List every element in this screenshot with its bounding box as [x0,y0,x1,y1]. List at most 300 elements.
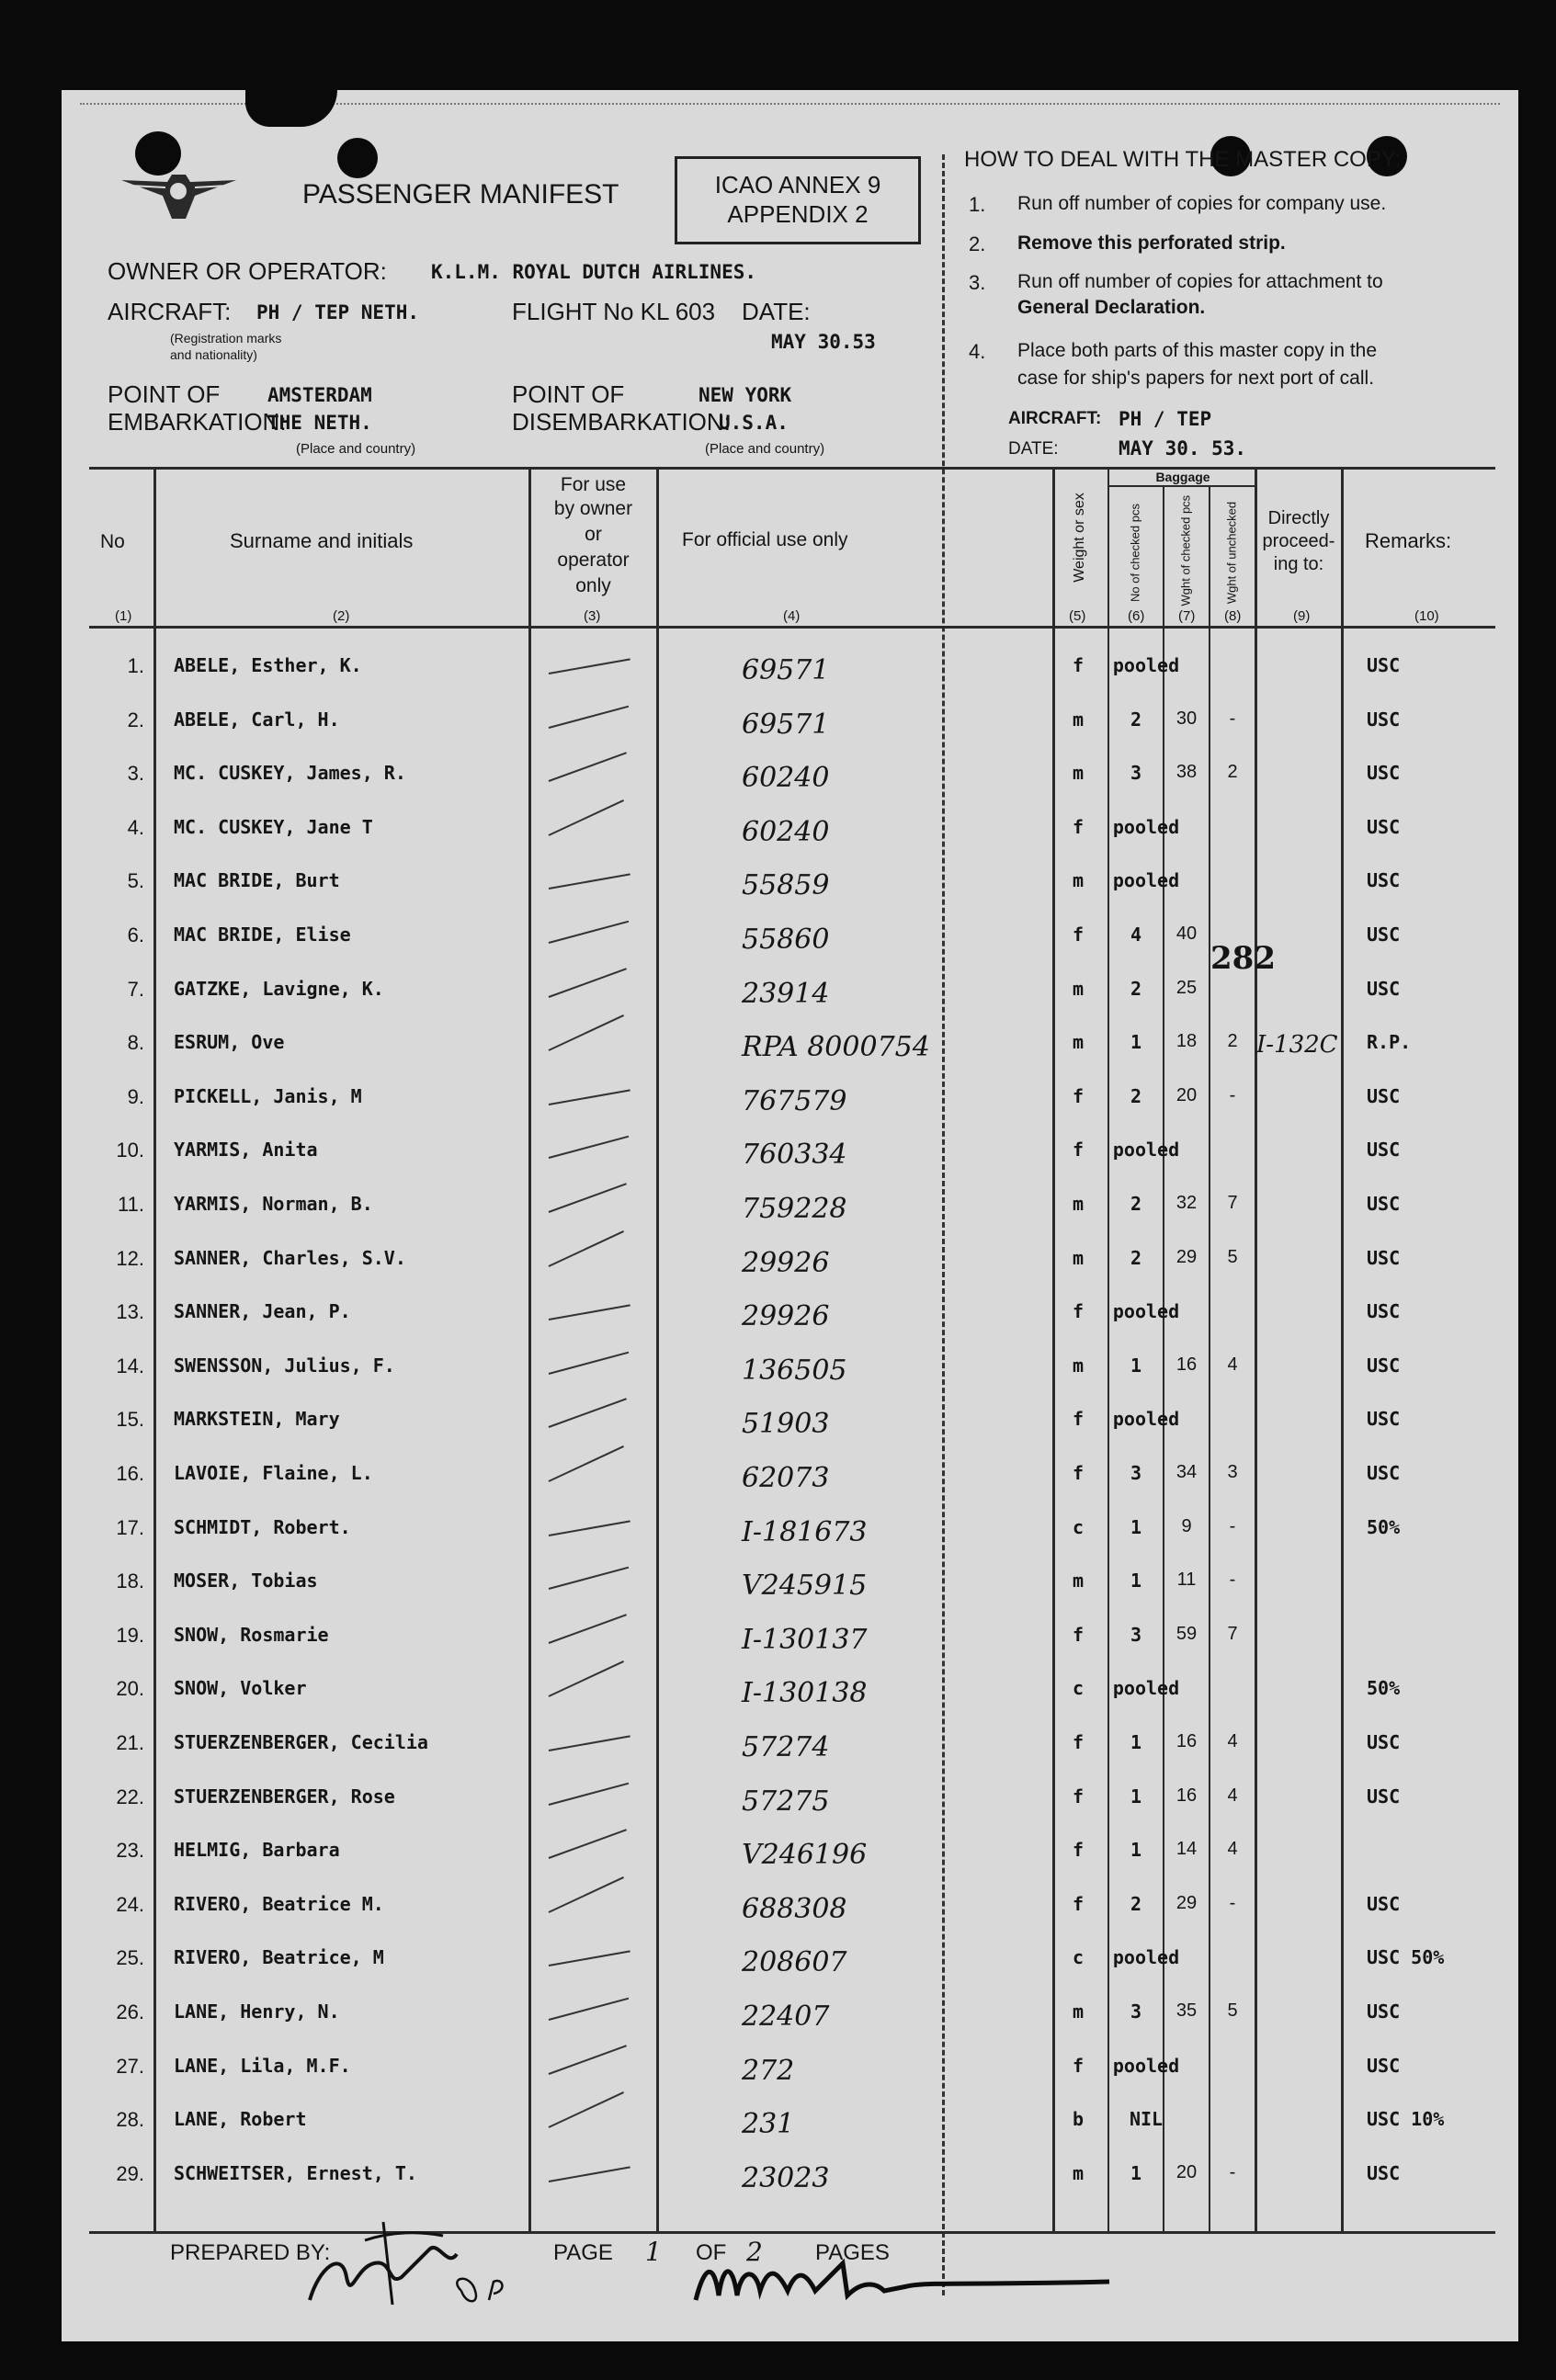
check-tick [549,1445,624,1482]
instruction-number: 4. [969,340,986,363]
official-number: 55860 [742,924,830,956]
checked-weight: 35 [1176,2000,1198,2021]
passenger-name: MAC BRIDE, Burt [174,869,340,892]
remarks: USC [1367,1193,1401,1215]
registration-note: and nationality) [170,347,257,362]
table-row [62,803,1518,856]
row-number: 6. [127,924,144,946]
disembark-label: DISEMBARKATION: [512,408,731,436]
passenger-name: STUERZENBERGER, Rose [174,1785,395,1808]
page-label: PAGE [553,2240,613,2265]
table-row [62,641,1518,695]
col-header-official: For official use only [682,529,848,550]
checked-pieces: 2 [1130,977,1142,1000]
checked-pieces: 2 [1130,1892,1142,1915]
directly-proceeding: I-132C [1256,1031,1338,1060]
official-number: I-130138 [742,1677,868,1710]
aircraft-label: AIRCRAFT: [108,298,232,325]
col-header-owner: operator [557,550,630,571]
table-row [62,911,1518,964]
unchecked-weight: - [1229,2161,1236,2182]
row-number: 24. [116,1892,144,1916]
col-header-pieces: No of checked pcs [1128,504,1142,602]
instruction-text: Place both parts of this master copy in the [1017,340,1378,361]
col-header-num: (7) [1178,608,1196,624]
official-number: V245915 [742,1570,868,1603]
checked-weight: 14 [1176,1839,1198,1860]
weight-or-sex: m [1073,1570,1085,1592]
checked-pieces: 2 [1130,1246,1142,1269]
unchecked-weight: 4 [1227,1839,1238,1860]
weight-or-sex: f [1073,1084,1085,1107]
unchecked-weight: 4 [1227,1785,1238,1806]
checked-weight: 16 [1176,1354,1198,1375]
checked-weight: 29 [1176,1246,1198,1267]
form-title: PASSENGER MANIFEST [302,179,619,210]
remarks: USC [1367,1354,1401,1377]
checked-pieces: 1 [1130,1031,1142,1054]
checked-weight: 38 [1176,762,1198,783]
table-row [62,1933,1518,1987]
weight-or-sex: f [1073,1300,1085,1323]
official-number: 231 [742,2108,795,2141]
official-number: I-130137 [742,1623,868,1656]
unchecked-weight: 5 [1227,2000,1238,2021]
checked-pieces: 1 [1130,1785,1142,1808]
unchecked-weight: 7 [1227,1193,1238,1213]
table-row [62,1880,1518,1933]
remarks: USC 50% [1367,1946,1445,1969]
passenger-name: YARMIS, Norman, B. [174,1193,373,1215]
passenger-name: RIVERO, Beatrice M. [174,1892,384,1915]
table-row [62,1126,1518,1179]
passenger-name: SCHWEITSER, Ernest, T. [174,2161,417,2184]
official-number: 760334 [742,1139,847,1172]
table-row [62,2149,1518,2203]
owner-value: K.L.M. ROYAL DUTCH AIRLINES. [431,261,757,283]
weight-or-sex: f [1073,654,1085,676]
official-number: 23914 [742,977,830,1010]
weight-or-sex: f [1073,1408,1085,1431]
check-tick [549,874,630,890]
unchecked-weight: 2 [1227,1031,1238,1052]
table-row [62,1234,1518,1287]
check-tick [549,1136,629,1159]
row-number: 29. [116,2161,144,2185]
table-row [62,1718,1518,1772]
weight-or-sex: m [1073,869,1085,892]
official-number: RPA 8000754 [742,1031,930,1064]
col-header-remarks: Remarks: [1365,529,1452,552]
weight-or-sex: m [1073,2000,1085,2023]
weight-or-sex: f [1073,2054,1085,2077]
checked-pieces: pooled [1112,869,1180,892]
check-tick [549,1399,627,1429]
checked-pieces: 1 [1130,1515,1142,1538]
passenger-name: SANNER, Jean, P. [174,1300,351,1323]
table-row [62,1342,1518,1395]
checked-weight: 18 [1176,1031,1198,1052]
signature-preparer [291,2213,512,2314]
embark-label: EMBARKATION: [108,408,287,436]
signature-official [687,2245,1128,2318]
disembark-note: (Place and country) [705,441,825,457]
passenger-name: MARKSTEIN, Mary [174,1408,340,1431]
passenger-name: GATZKE, Lavigne, K. [174,977,384,1000]
unchecked-weight: - [1229,1084,1236,1105]
instruction-text: Run off number of copies for attachment to [1017,271,1383,292]
weight-or-sex: f [1073,1839,1085,1862]
official-number: 29926 [742,1300,830,1333]
col-header-num: (5) [1069,608,1086,624]
table-row [62,1072,1518,1126]
col-header-owner: only [575,575,611,596]
col-header-wght-checked: Wght of checked pcs [1178,494,1193,606]
unchecked-weight: 4 [1227,1731,1238,1751]
instruction-number: 1. [969,193,986,216]
date-value: MAY 30.53 [771,331,876,353]
weight-or-sex: f [1073,815,1085,838]
baggage-rule [1107,485,1255,487]
col-header-name: Surname and initials [230,529,414,552]
check-tick [549,2045,627,2075]
col-header-num: (9) [1293,608,1311,624]
checked-weight: 20 [1176,1084,1198,1105]
prepared-label: PREPARED BY: [170,2240,331,2265]
table-row [62,965,1518,1018]
weight-or-sex: m [1073,1246,1085,1269]
row-number: 13. [116,1300,144,1324]
official-number: 57274 [742,1731,830,1763]
row-number: 10. [116,1139,144,1162]
checked-pieces: 3 [1130,2000,1142,2023]
remarks: R.P. [1367,1031,1412,1054]
col-header-baggage: Baggage [1155,470,1210,484]
table-row [62,1018,1518,1071]
checked-weight: 59 [1176,1623,1198,1644]
embark-value: THE NETH. [267,412,372,434]
checked-weight: 29 [1176,1892,1198,1913]
official-number: 69571 [742,654,830,686]
check-tick [549,1520,630,1536]
weight-or-sex: f [1073,1731,1085,1753]
weight-or-sex: f [1073,1623,1085,1646]
col-header-direct: ing to: [1273,554,1324,574]
remarks: USC [1367,1462,1401,1484]
table-row [62,749,1518,802]
passenger-name: MC. CUSKEY, Jane T [174,815,373,838]
unchecked-weight: 4 [1227,1354,1238,1375]
checked-weight: 16 [1176,1785,1198,1806]
handwritten-282: 282 [1210,940,1276,977]
table-row [62,1449,1518,1502]
official-number: 62073 [742,1462,830,1494]
disembark-label: POINT OF [512,380,625,408]
remarks: USC [1367,1246,1401,1269]
row-number: 21. [116,1731,144,1754]
remarks: USC [1367,924,1401,946]
total-pages: 2 [746,2237,763,2267]
checked-pieces: 1 [1130,2161,1142,2184]
checked-pieces: NIL [1129,2108,1164,2131]
passenger-name: LANE, Robert [174,2108,307,2131]
passenger-name: MAC BRIDE, Elise [174,924,351,946]
icao-line1: ICAO ANNEX 9 [714,171,881,198]
weight-or-sex: f [1073,1139,1085,1162]
remarks: USC [1367,654,1401,676]
icao-line2: APPENDIX 2 [727,200,869,228]
punch-hole [337,138,378,178]
row-number: 3. [127,762,144,786]
weight-or-sex: f [1073,1892,1085,1915]
embark-value: AMSTERDAM [267,384,372,406]
checked-pieces: pooled [1112,815,1180,838]
official-number: 29926 [742,1246,830,1279]
official-number: 136505 [742,1354,847,1387]
row-number: 14. [116,1354,144,1377]
check-tick [549,1660,624,1697]
check-tick [549,705,629,728]
col-header-num: (3) [584,608,601,624]
passenger-name: SNOW, Rosmarie [174,1623,329,1646]
passenger-name: HELMIG, Barbara [174,1839,340,1862]
official-number: V246196 [742,1839,868,1872]
check-tick [549,658,630,674]
weight-or-sex: m [1073,762,1085,785]
col-header-direct: proceed- [1262,531,1335,551]
check-tick [549,2166,630,2182]
col-header-num: (8) [1224,608,1242,624]
check-tick [549,1014,624,1051]
checked-pieces: pooled [1112,1139,1180,1162]
checked-pieces: 2 [1130,1193,1142,1215]
row-number: 16. [116,1462,144,1485]
row-number: 25. [116,1946,144,1970]
checked-pieces: 1 [1130,1354,1142,1377]
official-number: 51903 [742,1408,830,1441]
col-header-owner: by owner [553,498,633,519]
passenger-name: RIVERO, Beatrice, M [174,1946,384,1969]
remarks: USC [1367,1139,1401,1162]
row-number: 7. [127,977,144,1001]
check-tick [549,1230,624,1267]
checked-weight: 40 [1176,924,1198,944]
weight-or-sex: b [1073,2108,1085,2131]
row-number: 20. [116,1677,144,1701]
instruction-text: Run off number of copies for company use. [1017,193,1387,214]
weight-or-sex: m [1073,708,1085,731]
weight-or-sex: f [1073,1785,1085,1808]
embark-label: POINT OF [108,380,221,408]
col-header-num: (2) [333,608,350,624]
manifest-page [62,90,1518,2341]
unchecked-weight: - [1229,1515,1236,1536]
embark-note: (Place and country) [296,441,416,457]
pages-label: PAGES [815,2240,890,2265]
checked-pieces: pooled [1112,654,1180,676]
official-number: 759228 [742,1193,847,1225]
weight-or-sex: m [1073,1193,1085,1215]
col-header-num: (1) [115,608,132,624]
remarks: USC [1367,1300,1401,1323]
instr-aircraft-label: AIRCRAFT: [1008,409,1102,428]
row-number: 17. [116,1515,144,1539]
check-tick [549,1614,627,1644]
col-header-num: (6) [1128,608,1145,624]
passenger-name: SNOW, Volker [174,1677,307,1700]
unchecked-weight: 7 [1227,1623,1238,1644]
instr-aircraft-value: PH / TEP [1119,408,1212,430]
remarks: USC [1367,1731,1401,1753]
weight-or-sex: m [1073,977,1085,1000]
row-number: 27. [116,2054,144,2078]
checked-pieces: 1 [1130,1731,1142,1753]
weight-or-sex: m [1073,1031,1085,1054]
instr-date-value: MAY 30. 53. [1119,437,1247,459]
remarks: USC [1367,977,1401,1000]
passenger-name: ABELE, Carl, H. [174,708,340,731]
official-number: 23023 [742,2161,830,2194]
klm-wings-logo [121,154,236,228]
weight-or-sex: f [1073,1462,1085,1484]
table-row [62,1503,1518,1557]
checked-pieces: pooled [1112,1946,1180,1969]
remarks: USC [1367,1408,1401,1431]
check-tick [549,1183,627,1213]
passenger-name: SCHMIDT, Robert. [174,1515,351,1538]
check-tick [549,799,624,836]
checked-pieces: pooled [1112,1677,1180,1700]
checked-pieces: 2 [1130,708,1142,731]
row-number: 26. [116,2000,144,2023]
check-tick [549,921,629,944]
row-number: 2. [127,708,144,731]
checked-pieces: 2 [1130,1084,1142,1107]
check-tick [549,968,627,998]
table-row [62,1611,1518,1664]
checked-pieces: 3 [1130,762,1142,785]
checked-weight: 34 [1176,1462,1198,1482]
instruction-text: General Declaration. [1017,297,1206,318]
official-number: 208607 [742,1946,847,1979]
col-header-direct: Directly [1267,508,1330,528]
passenger-name: LANE, Lila, M.F. [174,2054,351,2077]
official-number: I-181673 [742,1515,868,1548]
col-header-num: (4) [783,608,801,624]
checked-pieces: pooled [1112,2054,1180,2077]
passenger-name: MOSER, Tobias [174,1570,318,1592]
col-header-owner: or [585,524,602,545]
table-row [62,1826,1518,1879]
checked-weight: 11 [1176,1570,1197,1591]
passenger-name: YARMIS, Anita [174,1139,318,1162]
table-row [62,1180,1518,1233]
remarks: USC [1367,762,1401,785]
table-row [62,1395,1518,1448]
check-tick [549,1352,629,1375]
row-number: 15. [116,1408,144,1432]
unchecked-weight: - [1229,1892,1236,1913]
passenger-name: SWENSSON, Julius, F. [174,1354,395,1377]
weight-or-sex: m [1073,1354,1085,1377]
check-tick [549,1951,630,1967]
of-label: OF [696,2240,727,2265]
passenger-name: ESRUM, Ove [174,1031,285,1054]
page-number: 1 [645,2237,662,2267]
table-row [62,2095,1518,2148]
official-number: 767579 [742,1084,847,1117]
registration-note: (Registration marks [170,331,282,346]
weight-or-sex: c [1073,1946,1085,1969]
check-tick [549,1998,629,2021]
row-number: 8. [127,1031,144,1055]
checked-weight: 32 [1176,1193,1198,1213]
official-number: 688308 [742,1892,847,1925]
remarks: USC [1367,869,1401,892]
check-tick [549,1305,630,1321]
table-row [62,1773,1518,1826]
col-header-weight-sex: Weight or sex [1072,493,1087,583]
row-number: 18. [116,1570,144,1593]
torn-corner [245,90,337,127]
passenger-name: MC. CUSKEY, James, R. [174,762,406,785]
remarks: USC [1367,1892,1401,1915]
aircraft-value: PH / TEP NETH. [256,301,420,323]
official-number: 272 [742,2054,795,2087]
weight-or-sex: c [1073,1677,1085,1700]
owner-label: OWNER OR OPERATOR: [108,257,387,285]
table-row [62,2042,1518,2095]
official-number: 60240 [742,762,830,795]
passenger-name: ABELE, Esther, K. [174,654,362,676]
checked-pieces: 4 [1130,924,1142,946]
checked-weight: 9 [1181,1515,1192,1536]
table-row [62,1557,1518,1610]
col-header-owner: For use [560,474,627,495]
disembark-value: U.S.A. [719,412,789,434]
checked-weight: 16 [1176,1731,1198,1751]
row-number: 22. [116,1785,144,1808]
passenger-name: LAVOIE, Flaine, L. [174,1462,373,1484]
check-tick [549,1782,629,1805]
row-number: 12. [116,1246,144,1270]
check-tick [549,1735,630,1751]
table-row [62,696,1518,749]
col-header-no: No [100,531,125,552]
unchecked-weight: 5 [1227,1246,1238,1267]
remarks: USC [1367,815,1401,838]
checked-weight: 20 [1176,2161,1198,2182]
table-header-rule [89,626,1495,629]
remarks: USC [1367,1785,1401,1808]
row-number: 5. [127,869,144,893]
instruction-number: 2. [969,232,986,255]
unchecked-weight: 2 [1227,762,1238,783]
table-row [62,1664,1518,1717]
official-number: 22407 [742,2000,830,2033]
check-tick [549,1876,624,1913]
col-header-wght-unchecked: Wght of unchecked [1224,501,1239,605]
weight-or-sex: f [1073,924,1085,946]
passenger-name: LANE, Henry, N. [174,2000,340,2023]
remarks: USC [1367,2054,1401,2077]
instr-date-label: DATE: [1008,439,1059,459]
check-tick [549,1567,629,1590]
flight-label: FLIGHT No KL 603 [512,298,716,325]
passenger-table-body [62,641,1518,2222]
instructions-heading: HOW TO DEAL WITH THE MASTER COPY: [964,147,1402,172]
checked-pieces: pooled [1112,1300,1180,1323]
